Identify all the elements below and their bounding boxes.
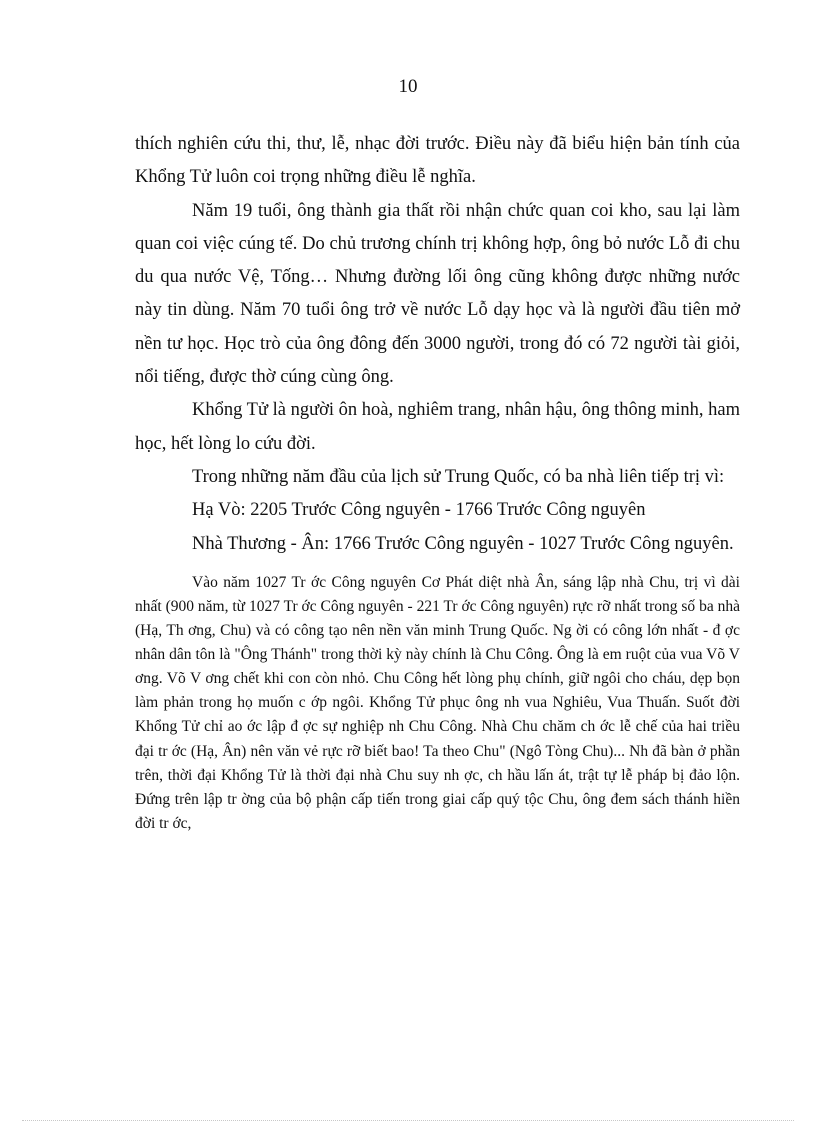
paragraph-2: Năm 19 tuổi, ông thành gia thất rồi nhận chức quan coi kho, sau lại làm quan coi việc cúng tế. Do chủ trương chính trị không hợp, ông bỏ nước Lỗ đi chu du qua nước Vệ, Tống… Nhưng đường lối ông cũng không được những nước này tin dùng. Năm 70 tuổi ông trở về nước Lỗ dạy học và là người đầu tiên mở nền tư học. Học trò của ông đông đến 3000 người, trong đó có 72 người tài giỏi, nổi tiếng, được thờ cúng cùng ông. [135, 200, 740, 388]
paragraph-1: thích nghiên cứu thi, thư, lễ, nhạc đời trước. Điều này đã biểu hiện bản tính của Khổng Tử luôn coi trọng những điều lễ nghĩa. [135, 134, 740, 188]
paragraph-4: Trong những năm đầu của lịch sử Trung Quốc, có ba nhà liên tiếp trị vì: [192, 466, 725, 487]
paragraph-5: Hạ Vò: 2205 Trước Công nguyên - 1766 Trước Công nguyên [192, 500, 646, 521]
paragraph-7: Vào năm 1027 Tr ớc Công nguyên Cơ Phát diệt nhà Ân, sáng lập nhà Chu, trị vì dài nhất (900 năm, từ 1027 Tr ớc Công nguyên - 221 Tr ớc Công nguyên) rực rỡ nhất trong số ba nhà (Hạ, Th ơng, Chu) và có công tạo nên nền văn minh Trung Quốc. Ng ời có công lớn nhất - đ ợc nhân dân tôn là "Ông Thánh" trong thời kỳ này chính là Chu Công. Ông là em ruột của vua Võ V ơng. Võ V ơng chết khi con còn nhỏ. Chu Công hết lòng phụ chính, giữ ngôi cho cháu, dẹp bọn làm phản trong họ muốn c ớp ngôi. Khổng Tử phục ông nh vua Nghiêu, Vua Thuấn. Suốt đời Khổng Tử chỉ ao ớc lập đ ợc sự nghiệp nh Chu Công. Nhà Chu chăm ch ớc lễ chế của hai triều đại tr ớc (Hạ, Ân) nên văn vẻ rực rỡ biết bao! Ta theo Chu" (Ngô Tòng Chu)... Nh đã bàn ở phần trên, thời đại Khổng Tử là thời đại nhà Chu suy nh ợc, ch hầu lấn át, trật tự lễ pháp bị đảo lộn. Đứng trên lập tr ờng của bộ phận cấp tiến trong giai cấp quý tộc Chu, ông đem sách thánh hiền đời tr ớc, [135, 573, 740, 832]
page-bottom-border [22, 1120, 794, 1121]
page-number: 10 [398, 76, 418, 97]
paragraph-3: Khổng Tử là người ôn hoà, nghiêm trang, nhân hậu, ông thông minh, ham học, hết lòng lo cứu đời. [135, 400, 740, 454]
paragraph-6: Nhà Thương - Ân: 1766 Trước Công nguyên - 1027 Trước Công nguyên. [192, 533, 734, 554]
document-body [135, 128, 740, 836]
